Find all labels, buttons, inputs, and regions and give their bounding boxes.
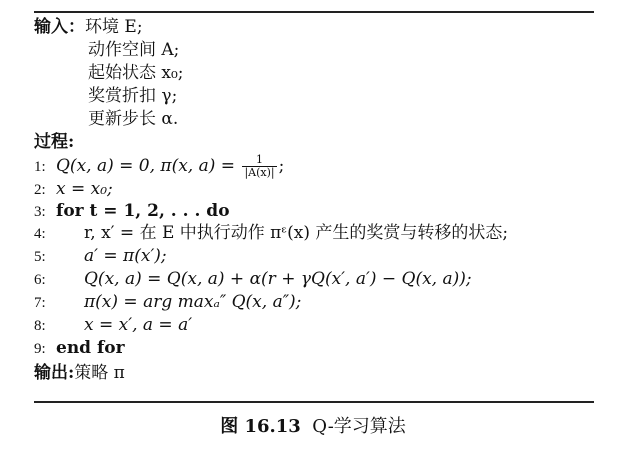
line-number: 6: bbox=[34, 272, 46, 288]
input-item-step-size: 更新步长 α. bbox=[88, 109, 179, 129]
input-item-action-space: 动作空间 A; bbox=[88, 40, 180, 60]
line-text: Q(x, a) = 0, π(x, a) = bbox=[56, 156, 241, 176]
figure-caption bbox=[0, 416, 626, 438]
line-number: 5: bbox=[34, 249, 46, 265]
fraction-tail: ; bbox=[278, 156, 285, 176]
line-text: x = x′, a = a′ bbox=[84, 315, 193, 335]
input-label: 输入： bbox=[34, 17, 85, 37]
process-label: 过程: bbox=[34, 132, 75, 152]
algorithm-line-9 bbox=[34, 337, 125, 360]
line-text: a′ = π(x′); bbox=[84, 246, 167, 266]
algorithm-line-4 bbox=[34, 222, 508, 245]
algorithm-line-3 bbox=[34, 200, 230, 223]
line-number: 3: bbox=[34, 204, 46, 220]
algorithm-line-1 bbox=[34, 154, 284, 179]
line-number: 4: bbox=[34, 226, 46, 242]
line-number: 9: bbox=[34, 341, 46, 357]
fraction bbox=[242, 154, 276, 179]
algorithm-line-8 bbox=[34, 314, 192, 337]
input-item-environment: 环境 E; bbox=[85, 17, 143, 37]
bottom-rule bbox=[34, 401, 594, 403]
input-item-start-state: 起始状态 x₀; bbox=[88, 63, 184, 83]
figure-number: 图 16.13 bbox=[220, 416, 301, 437]
algorithm-line-6 bbox=[34, 268, 472, 291]
output-line bbox=[34, 362, 125, 384]
line-number: 7: bbox=[34, 295, 46, 311]
line-text: π(x) = arg maxₐ″ Q(x, a″); bbox=[84, 292, 302, 312]
algorithm-line-7 bbox=[34, 291, 301, 314]
algorithm-line-5 bbox=[34, 245, 167, 268]
output-label: 输出: bbox=[34, 363, 75, 383]
output-text: 策略 π bbox=[74, 363, 125, 383]
top-rule bbox=[34, 11, 594, 13]
line-text: x = x₀; bbox=[56, 179, 113, 199]
fraction-numerator: 1 bbox=[242, 154, 276, 167]
line-number: 2: bbox=[34, 182, 46, 198]
algorithm-line-2 bbox=[34, 178, 113, 201]
line-text: for t = 1, 2, . . . do bbox=[56, 201, 230, 221]
line-text: Q(x, a) = Q(x, a) + α(r + γQ(x′, a′) − Q(x, a)); bbox=[84, 269, 472, 289]
line-text: end for bbox=[56, 338, 125, 358]
fraction-denominator: |A(x)| bbox=[244, 166, 275, 179]
input-item-discount: 奖赏折扣 γ; bbox=[88, 86, 178, 106]
line-number: 1: bbox=[34, 159, 46, 175]
line-number: 8: bbox=[34, 318, 46, 334]
line-text: r, x′ = 在 E 中执行动作 πᵋ(x) 产生的奖赏与转移的状态; bbox=[84, 223, 509, 243]
input-line-1 bbox=[34, 16, 143, 38]
figure-title: Q-学习算法 bbox=[312, 416, 406, 437]
